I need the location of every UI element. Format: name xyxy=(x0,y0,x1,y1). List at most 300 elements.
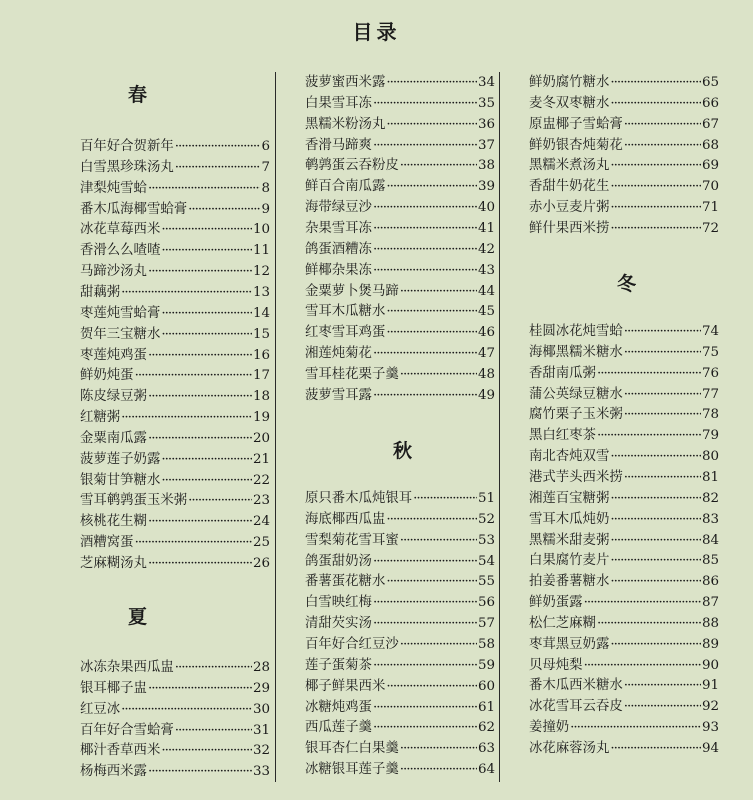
toc-leader-dots xyxy=(624,135,701,156)
toc-entry[interactable] xyxy=(80,449,270,470)
toc-entry-title: 鹌鹑蛋云吞粉皮 xyxy=(305,158,399,174)
toc-entry[interactable] xyxy=(305,571,495,592)
toc-leader-dots xyxy=(373,551,477,572)
toc-entry[interactable] xyxy=(529,467,719,488)
toc-entry[interactable] xyxy=(529,72,719,93)
toc-entry[interactable] xyxy=(305,218,495,239)
toc-entry[interactable] xyxy=(529,592,719,613)
column-divider-2 xyxy=(499,72,500,782)
toc-entry[interactable] xyxy=(529,135,719,156)
toc-entry-title: 冰糖炖鸡蛋 xyxy=(305,699,372,715)
toc-entry[interactable] xyxy=(80,761,270,782)
toc-entry-page: 38 xyxy=(477,158,495,174)
toc-leader-dots xyxy=(610,550,701,571)
toc-leader-dots xyxy=(386,509,477,530)
toc-leader-dots xyxy=(161,303,252,324)
toc-entry[interactable] xyxy=(305,551,495,572)
toc-entry-title: 白果雪耳冻 xyxy=(305,95,372,111)
toc-leader-dots xyxy=(373,385,477,406)
toc-entry-title: 冰糖银耳莲子羹 xyxy=(305,762,399,778)
toc-entry-page: 21 xyxy=(252,451,270,467)
toc-entry-title: 蒲公英绿豆糖水 xyxy=(529,386,623,402)
toc-entry-page: 76 xyxy=(701,365,719,381)
toc-entry[interactable] xyxy=(80,699,270,720)
toc-leader-dots xyxy=(624,404,701,425)
toc-entry-title: 贺年三宝糖水 xyxy=(80,326,161,342)
toc-entry-title: 南北杏炖双雪 xyxy=(529,449,610,465)
toc-entry-page: 53 xyxy=(477,532,495,548)
toc-entry[interactable] xyxy=(305,343,495,364)
section-heading-spring: 春 xyxy=(127,84,147,106)
toc-entry-title: 香甜南瓜粥 xyxy=(529,365,596,381)
toc-entry-title: 芝麻糊汤丸 xyxy=(80,556,147,571)
toc-leader-dots xyxy=(373,343,477,364)
toc-entry-page: 40 xyxy=(477,200,495,216)
toc-leader-dots xyxy=(373,592,477,613)
toc-entry[interactable] xyxy=(529,488,719,509)
toc-leader-dots xyxy=(624,696,701,717)
toc-entry-page: 10 xyxy=(252,222,270,238)
toc-leader-dots xyxy=(400,759,477,780)
toc-entry-page: 70 xyxy=(701,179,719,195)
toc-entry[interactable] xyxy=(80,157,270,178)
toc-leader-dots xyxy=(175,157,261,178)
toc-entry-title: 黑糯米甜麦粥 xyxy=(529,532,610,548)
toc-leader-dots xyxy=(386,72,477,93)
toc-entry-title: 香甜牛奶花生 xyxy=(529,179,610,195)
toc-entry[interactable] xyxy=(80,303,270,324)
toc-entry[interactable] xyxy=(305,93,495,114)
toc-entry-title: 银耳杏仁白果羹 xyxy=(305,741,399,757)
toc-entry-title: 菠萝蜜西米露 xyxy=(305,75,386,90)
toc-leader-dots xyxy=(610,72,701,93)
toc-entry-title: 西瓜莲子羹 xyxy=(305,720,372,736)
toc-leader-dots xyxy=(386,571,477,592)
toc-entry-title: 百年好合贺新年 xyxy=(80,139,174,154)
toc-entry-title: 姜撞奶 xyxy=(529,720,570,736)
toc-leader-dots xyxy=(121,407,252,428)
toc-entry-title: 原盅椰子雪蛤膏 xyxy=(529,116,623,132)
toc-leader-dots xyxy=(161,449,252,470)
toc-entry[interactable] xyxy=(80,324,270,345)
toc-entry[interactable] xyxy=(305,364,495,385)
toc-entry[interactable] xyxy=(529,342,719,363)
toc-leader-dots xyxy=(610,197,701,218)
toc-entry[interactable] xyxy=(529,404,719,425)
toc-entry-title: 金粟南瓜露 xyxy=(80,430,147,446)
toc-entry[interactable] xyxy=(305,509,495,530)
toc-entry[interactable] xyxy=(80,219,270,240)
toc-entry[interactable] xyxy=(80,199,270,220)
toc-leader-dots xyxy=(610,176,701,197)
page-title: 目录 xyxy=(352,20,401,44)
section-heading-winter: 冬 xyxy=(616,273,636,295)
toc-leader-dots xyxy=(584,592,701,613)
toc-entry[interactable] xyxy=(305,697,495,718)
toc-entry[interactable] xyxy=(529,530,719,551)
toc-leader-dots xyxy=(373,717,477,738)
toc-leader-dots xyxy=(148,511,252,532)
toc-entry-title: 拍姜番薯糖水 xyxy=(529,574,610,590)
toc-entry-title: 核桃花生糊 xyxy=(80,514,147,530)
toc-entry[interactable] xyxy=(529,321,719,342)
toc-entry[interactable] xyxy=(529,550,719,571)
toc-leader-dots xyxy=(610,509,701,530)
toc-entry-title: 雪耳桂花栗子羹 xyxy=(305,366,399,382)
toc-entry-page: 25 xyxy=(252,535,270,551)
toc-entry[interactable] xyxy=(305,759,495,780)
toc-entry-title: 酒糟窝蛋 xyxy=(80,535,134,551)
toc-entry[interactable] xyxy=(529,696,719,717)
toc-entry[interactable] xyxy=(529,425,719,446)
toc-entry-title: 海椰黑糯米糖水 xyxy=(529,344,623,360)
toc-entry-page: 44 xyxy=(477,283,495,299)
toc-entry[interactable] xyxy=(305,301,495,322)
toc-leader-dots xyxy=(373,655,477,676)
toc-entry[interactable] xyxy=(305,655,495,676)
toc-entry[interactable] xyxy=(80,386,270,407)
toc-entry-page: 59 xyxy=(477,657,495,673)
toc-entry-page: 90 xyxy=(701,657,719,673)
toc-leader-dots xyxy=(148,345,252,366)
toc-entry-title: 菠萝雪耳露 xyxy=(305,387,372,403)
toc-entry[interactable] xyxy=(80,532,270,553)
toc-leader-dots xyxy=(610,488,701,509)
toc-entry-title: 雪梨菊花雪耳蜜 xyxy=(305,532,399,548)
toc-entry-page: 13 xyxy=(252,284,270,300)
toc-entry-title: 冰花雪耳云吞皮 xyxy=(529,699,623,715)
toc-leader-dots xyxy=(373,135,477,156)
toc-entry-title: 雪耳木瓜炖奶 xyxy=(529,511,610,527)
toc-entry[interactable] xyxy=(529,446,719,467)
toc-entry-title: 杨梅西米露 xyxy=(80,764,147,780)
toc-entry-title: 鲜什果西米捞 xyxy=(529,220,610,236)
toc-entry[interactable] xyxy=(80,136,270,157)
toc-leader-dots xyxy=(135,532,252,553)
toc-entry-page: 86 xyxy=(701,574,719,590)
toc-entry[interactable] xyxy=(80,740,270,761)
toc-entry[interactable] xyxy=(305,260,495,281)
toc-leader-dots xyxy=(148,428,252,449)
toc-entry-page: 64 xyxy=(477,762,495,778)
toc-entry-title: 黑糯米煮汤丸 xyxy=(529,158,610,174)
toc-entry[interactable] xyxy=(305,634,495,655)
toc-entry-title: 杂果雪耳冻 xyxy=(305,220,372,236)
toc-entry-title: 枣茸黑豆奶露 xyxy=(529,636,610,652)
toc-entry[interactable] xyxy=(305,488,495,509)
toc-entry[interactable] xyxy=(305,676,495,697)
toc-entry-title: 港式芋头西米捞 xyxy=(529,469,623,485)
toc-leader-dots xyxy=(373,93,477,114)
toc-entry-page: 78 xyxy=(701,407,719,423)
toc-entry-page: 94 xyxy=(701,741,719,756)
toc-entry-page: 51 xyxy=(477,491,495,506)
toc-entry[interactable] xyxy=(529,655,719,676)
toc-entry-page: 85 xyxy=(701,553,719,569)
toc-leader-dots xyxy=(148,678,252,699)
toc-entry-page: 12 xyxy=(252,264,270,280)
toc-entry-title: 黑白红枣茶 xyxy=(529,428,596,444)
toc-entry[interactable] xyxy=(80,178,270,199)
toc-leader-dots xyxy=(584,655,701,676)
toc-entry-page: 62 xyxy=(477,720,495,736)
toc-leader-dots xyxy=(400,738,477,759)
toc-entry-page: 58 xyxy=(477,636,495,652)
toc-entry[interactable] xyxy=(305,322,495,343)
toc-leader-dots xyxy=(624,384,701,405)
toc-entry-title: 麦冬双枣糖水 xyxy=(529,95,610,111)
toc-entry[interactable] xyxy=(529,93,719,114)
toc-entry-page: 93 xyxy=(701,720,719,736)
toc-entry-page: 79 xyxy=(701,428,719,444)
toc-entry[interactable] xyxy=(305,738,495,759)
toc-leader-dots xyxy=(597,363,701,384)
toc-entry[interactable] xyxy=(80,428,270,449)
toc-entry[interactable] xyxy=(529,509,719,530)
toc-entry-page: 84 xyxy=(701,532,719,548)
toc-entry-page: 60 xyxy=(477,678,495,694)
toc-entry-page: 87 xyxy=(701,595,719,611)
toc-entry-title: 百年好合雪蛤膏 xyxy=(80,722,174,738)
toc-entry-page: 81 xyxy=(701,469,719,485)
toc-entry[interactable] xyxy=(305,114,495,135)
toc-leader-dots xyxy=(413,488,477,509)
toc-entry-title: 冰花草莓西米 xyxy=(80,222,161,238)
toc-leader-dots xyxy=(386,176,477,197)
toc-entry-title: 贝母炖梨 xyxy=(529,657,583,673)
toc-leader-dots xyxy=(624,321,701,342)
toc-entry-title: 海底椰西瓜盅 xyxy=(305,511,386,527)
toc-entry[interactable] xyxy=(529,384,719,405)
toc-entry-title: 银菊甘笋糖水 xyxy=(80,472,161,488)
toc-leader-dots xyxy=(624,675,701,696)
toc-entry-page: 9 xyxy=(261,201,270,217)
toc-entry-page: 56 xyxy=(477,595,495,611)
toc-entry-title: 鲜奶银杏炖菊花 xyxy=(529,137,623,153)
toc-entry-title: 马蹄沙汤丸 xyxy=(80,264,147,280)
toc-entry[interactable] xyxy=(80,490,270,511)
toc-leader-dots xyxy=(188,199,260,220)
toc-entry-page: 43 xyxy=(477,262,495,278)
toc-entry-page: 11 xyxy=(252,243,270,259)
toc-leader-dots xyxy=(610,446,701,467)
toc-leader-dots xyxy=(373,613,477,634)
toc-leader-dots xyxy=(386,114,477,135)
toc-entry[interactable] xyxy=(529,218,719,239)
toc-entry[interactable] xyxy=(305,155,495,176)
toc-entry[interactable] xyxy=(305,613,495,634)
toc-leader-dots xyxy=(597,425,701,446)
toc-entry-title: 黑糯米粉汤丸 xyxy=(305,116,386,132)
toc-entry-page: 91 xyxy=(701,678,719,694)
toc-entry[interactable] xyxy=(529,176,719,197)
toc-entry-title: 湘莲百宝糖粥 xyxy=(529,490,610,506)
toc-leader-dots xyxy=(161,324,252,345)
toc-entry[interactable] xyxy=(529,571,719,592)
toc-entry-title: 枣莲炖鸡蛋 xyxy=(80,347,147,363)
toc-leader-dots xyxy=(148,261,252,282)
toc-entry-title: 鲜百合南瓜露 xyxy=(305,179,386,195)
toc-entry-page: 88 xyxy=(701,615,719,631)
toc-entry-title: 雪耳鹌鹑蛋玉米粥 xyxy=(80,493,188,509)
toc-entry[interactable] xyxy=(529,675,719,696)
toc-entry[interactable] xyxy=(305,72,495,93)
toc-entry-page: 20 xyxy=(252,430,270,446)
toc-leader-dots xyxy=(610,571,701,592)
toc-leader-dots xyxy=(175,720,252,741)
toc-entry-title: 雪耳木瓜糖水 xyxy=(305,304,386,320)
toc-entry[interactable] xyxy=(529,363,719,384)
toc-entry[interactable] xyxy=(529,114,719,135)
toc-entry-page: 24 xyxy=(252,514,270,530)
toc-entry-title: 红枣雪耳鸡蛋 xyxy=(305,325,386,341)
toc-entry-page: 66 xyxy=(701,95,719,111)
toc-entry[interactable] xyxy=(80,553,270,574)
toc-entry[interactable] xyxy=(305,197,495,218)
toc-entry-page: 63 xyxy=(477,741,495,757)
toc-entry-title: 赤小豆麦片粥 xyxy=(529,200,610,216)
toc-leader-dots xyxy=(175,136,261,157)
toc-entry-page: 83 xyxy=(701,511,719,527)
toc-entry-page: 17 xyxy=(252,368,270,384)
toc-entry-page: 14 xyxy=(252,305,270,321)
toc-entry-title: 冰冻杂果西瓜盅 xyxy=(80,660,174,675)
toc-entry-page: 75 xyxy=(701,344,719,360)
toc-entry[interactable] xyxy=(80,657,270,678)
toc-entry-title: 红豆冰 xyxy=(80,701,121,717)
toc-leader-dots xyxy=(610,634,701,655)
toc-leader-dots xyxy=(570,717,701,738)
toc-entry-title: 莲子蛋菊茶 xyxy=(305,657,372,673)
section-heading-summer: 夏 xyxy=(127,606,147,628)
toc-entry-page: 19 xyxy=(252,410,270,426)
toc-leader-dots xyxy=(373,697,477,718)
toc-entry-page: 7 xyxy=(261,159,270,175)
toc-entry-title: 桂圆冰花炖雪蛤 xyxy=(529,324,623,339)
toc-entry[interactable] xyxy=(529,738,719,759)
toc-entry-title: 白果腐竹麦片 xyxy=(529,553,610,569)
toc-entry-page: 61 xyxy=(477,699,495,715)
toc-entry[interactable] xyxy=(305,530,495,551)
toc-entry-page: 31 xyxy=(252,722,270,738)
toc-entry-title: 枣莲炖雪蛤膏 xyxy=(80,305,161,321)
toc-entry[interactable] xyxy=(80,282,270,303)
toc-entry-title: 白雪黑珍珠汤丸 xyxy=(80,159,174,175)
toc-entry[interactable] xyxy=(80,470,270,491)
section-heading-autumn: 秋 xyxy=(392,440,412,462)
toc-entry[interactable] xyxy=(529,717,719,738)
toc-entry[interactable] xyxy=(80,240,270,261)
toc-leader-dots xyxy=(610,93,701,114)
toc-leader-dots xyxy=(400,155,477,176)
toc-entry-title: 松仁芝麻糊 xyxy=(529,615,596,631)
toc-entry-page: 48 xyxy=(477,366,495,382)
toc-entry-title: 红糖粥 xyxy=(80,410,121,426)
toc-leader-dots xyxy=(175,657,252,678)
toc-entry-page: 35 xyxy=(477,95,495,111)
toc-entry-title: 原只番木瓜炖银耳 xyxy=(305,491,413,506)
toc-entry-page: 54 xyxy=(477,553,495,569)
toc-entry-title: 海带绿豆沙 xyxy=(305,200,372,216)
toc-leader-dots xyxy=(610,530,701,551)
toc-entry-page: 74 xyxy=(701,324,719,339)
toc-entry-title: 腐竹栗子玉米粥 xyxy=(529,407,623,423)
toc-leader-dots xyxy=(597,613,701,634)
toc-entry-title: 菠萝莲子奶露 xyxy=(80,451,161,467)
toc-entry-page: 55 xyxy=(477,574,495,590)
toc-entry-page: 52 xyxy=(477,511,495,527)
toc-entry[interactable] xyxy=(80,511,270,532)
toc-entry-page: 77 xyxy=(701,386,719,402)
toc-entry-page: 23 xyxy=(252,493,270,509)
toc-entry[interactable] xyxy=(305,717,495,738)
toc-entry[interactable] xyxy=(305,176,495,197)
toc-leader-dots xyxy=(188,490,252,511)
toc-entry-page: 22 xyxy=(252,472,270,488)
toc-entry[interactable] xyxy=(529,155,719,176)
toc-entry-title: 陈皮绿豆粥 xyxy=(80,389,147,405)
toc-leader-dots xyxy=(148,386,252,407)
toc-entry-title: 香滑马蹄爽 xyxy=(305,137,372,153)
toc-entry[interactable] xyxy=(80,365,270,386)
toc-entry-page: 16 xyxy=(252,347,270,363)
toc-entry-page: 47 xyxy=(477,346,495,362)
toc-entry[interactable] xyxy=(305,281,495,302)
toc-leader-dots xyxy=(148,761,252,782)
toc-entry[interactable] xyxy=(80,678,270,699)
toc-entry-title: 鲜奶蛋露 xyxy=(529,595,583,611)
toc-entry-page: 67 xyxy=(701,116,719,132)
toc-entry-page: 42 xyxy=(477,241,495,257)
toc-entry-page: 89 xyxy=(701,636,719,652)
toc-entry[interactable] xyxy=(529,197,719,218)
toc-entry-page: 71 xyxy=(701,200,719,216)
toc-entry[interactable] xyxy=(80,261,270,282)
toc-leader-dots xyxy=(373,197,477,218)
toc-leader-dots xyxy=(161,470,252,491)
toc-entry-page: 36 xyxy=(477,116,495,132)
toc-entry-page: 82 xyxy=(701,490,719,506)
toc-entry[interactable] xyxy=(305,592,495,613)
toc-leader-dots xyxy=(624,114,701,135)
toc-entry-title: 甜藕粥 xyxy=(80,284,121,300)
toc-entry-title: 湘莲炖菊花 xyxy=(305,346,372,362)
toc-leader-dots xyxy=(610,738,701,759)
toc-entry-page: 45 xyxy=(477,304,495,320)
toc-entry-page: 6 xyxy=(261,139,270,154)
toc-entry-title: 香滑么么喳喳 xyxy=(80,243,161,259)
toc-leader-dots xyxy=(161,240,252,261)
toc-entry[interactable] xyxy=(305,385,495,406)
toc-entry-title: 百年好合红豆沙 xyxy=(305,636,399,652)
toc-entry[interactable] xyxy=(305,239,495,260)
toc-entry[interactable] xyxy=(529,634,719,655)
toc-entry-page: 28 xyxy=(252,660,270,675)
toc-entry[interactable] xyxy=(80,345,270,366)
toc-entry[interactable] xyxy=(305,135,495,156)
toc-entry-title: 清甜芡实汤 xyxy=(305,616,372,632)
toc-entry[interactable] xyxy=(80,407,270,428)
toc-leader-dots xyxy=(386,322,477,343)
toc-entry[interactable] xyxy=(80,720,270,741)
toc-entry[interactable] xyxy=(529,613,719,634)
toc-leader-dots xyxy=(373,260,477,281)
toc-leader-dots xyxy=(400,281,477,302)
toc-entry-page: 37 xyxy=(477,137,495,153)
toc-entry-page: 41 xyxy=(477,220,495,236)
toc-leader-dots xyxy=(148,553,252,574)
toc-entry-page: 57 xyxy=(477,616,495,632)
